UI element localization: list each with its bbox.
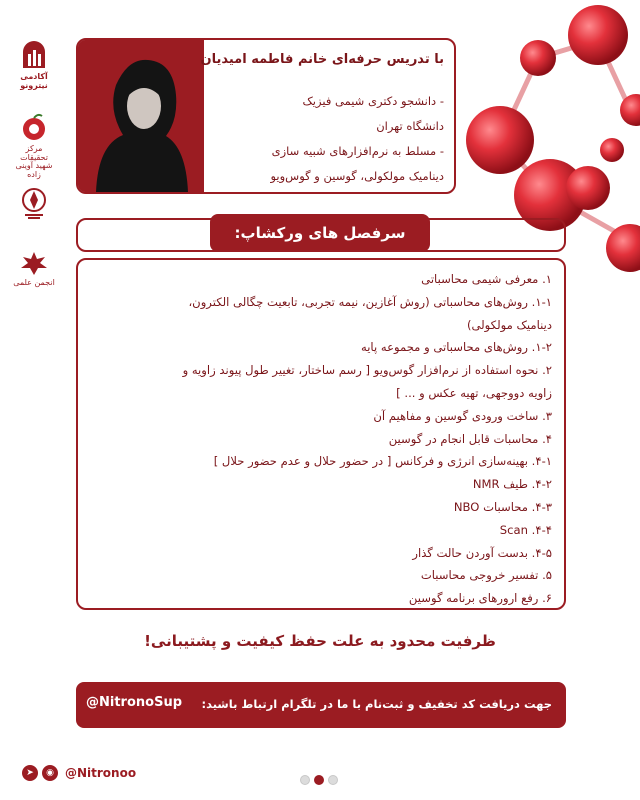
apple-logo-icon	[19, 112, 49, 142]
molecule-decoration	[430, 0, 640, 300]
social-handle[interactable]: @Nitronoo	[65, 766, 137, 780]
capacity-note: ظرفیت محدود به علت حفظ کیفیت و پشتیبانی!	[144, 632, 496, 650]
syllabus-item: ۳. ساخت ورودی گوسین و مفاهیم آن	[373, 408, 552, 423]
syllabus-item: ۱. معرفی شیمی محاسباتی	[421, 272, 552, 286]
molecule-sphere	[520, 40, 556, 76]
contact-text: جهت دریافت کد تخفیف و ثبت‌نام با ما در تلگرام ارتباط باشید:	[201, 697, 552, 711]
telegram-icon[interactable]: ➤	[22, 765, 38, 781]
ornament-logo-icon	[19, 186, 49, 220]
instructor-avatar	[78, 40, 204, 192]
syllabus-list	[86, 268, 552, 610]
research-center-logo	[12, 112, 56, 180]
instructor-line: - مسلط به نرم‌افزارهای شبیه سازی	[271, 144, 444, 158]
molecule-sphere	[466, 106, 534, 174]
page-dot-active[interactable]	[314, 775, 324, 785]
contact-bar[interactable]	[76, 682, 566, 728]
syllabus-item: ۶. رفع ارورهای برنامه گوسین	[408, 591, 552, 606]
syllabus-item: ۴-۵. بدست آوردن حالت گذار	[412, 545, 552, 560]
syllabus-item: ۵. تفسیر خروجی محاسبات	[420, 568, 552, 583]
instagram-icon[interactable]: ◉	[42, 765, 58, 781]
leaf-logo-icon	[19, 250, 49, 276]
nitrono-logo-label: آکادمی نیترونو	[20, 71, 48, 90]
research-center-label: مرکز تحقیقات شهید آوینی زاده	[15, 143, 53, 180]
page-indicator	[300, 775, 338, 785]
syllabus-item: ۴-۱. بهینه‌سازی انرژی و فرکانس [ در حضور حلال و عدم حضور حلال ]	[213, 454, 552, 469]
leaf-logo	[12, 250, 56, 288]
syllabus-item: زاویه دووجهی، تهیه عکس و ... ]	[396, 385, 552, 400]
social-links	[22, 764, 136, 782]
syllabus-item: ۴. محاسبات قابل انجام در گوسین	[388, 431, 552, 446]
leaf-logo-label: انجمن علمی	[13, 277, 55, 287]
instructor-line: دانشگاه تهران	[376, 119, 444, 133]
society-logo	[12, 186, 56, 223]
syllabus-heading: سرفصل های ورکشاپ:	[210, 214, 430, 252]
syllabus-item: ۴-۲. طیف NMR	[472, 477, 552, 492]
syllabus-item: ۲. نحوه استفاده از نرم‌افزار گوس‌ویو [ رسم ساختار، تغییر طول پیوند زاویه و	[182, 363, 552, 378]
instructor-line: دینامیک مولکولی، گوسین و گوس‌ویو	[270, 169, 444, 183]
nitrono-academy-logo	[12, 40, 56, 90]
molecule-sphere	[566, 166, 610, 210]
molecule-sphere	[600, 138, 624, 162]
instructor-card	[76, 38, 456, 194]
molecule-sphere	[568, 5, 628, 65]
syllabus-item: ۴-۳. محاسبات NBO	[453, 499, 552, 514]
syllabus-item: ۱-۲. روش‌های محاسباتی و مجموعه پایه	[360, 340, 552, 355]
telegram-support-link[interactable]: @NitronoSup	[86, 695, 183, 710]
page-dot[interactable]	[300, 775, 310, 785]
instructor-title: با تدریس حرفه‌ای خانم فاطمه امیدیان	[200, 52, 444, 67]
instructor-photo	[78, 40, 204, 192]
syllabus-item: ۴-۴. Scan	[499, 522, 552, 537]
nitrono-logo-icon	[19, 40, 49, 70]
page-dot[interactable]	[328, 775, 338, 785]
syllabus-item: دینامیک مولکولی)	[466, 317, 552, 332]
instructor-line: - دانشجو دکتری شیمی فیزیک	[302, 94, 444, 108]
syllabus-item: ۱-۱. روش‌های محاسباتی (روش آغازین، نیمه تجربی، تابعیت چگالی الکترون،	[188, 294, 552, 309]
syllabus-box	[76, 258, 566, 610]
